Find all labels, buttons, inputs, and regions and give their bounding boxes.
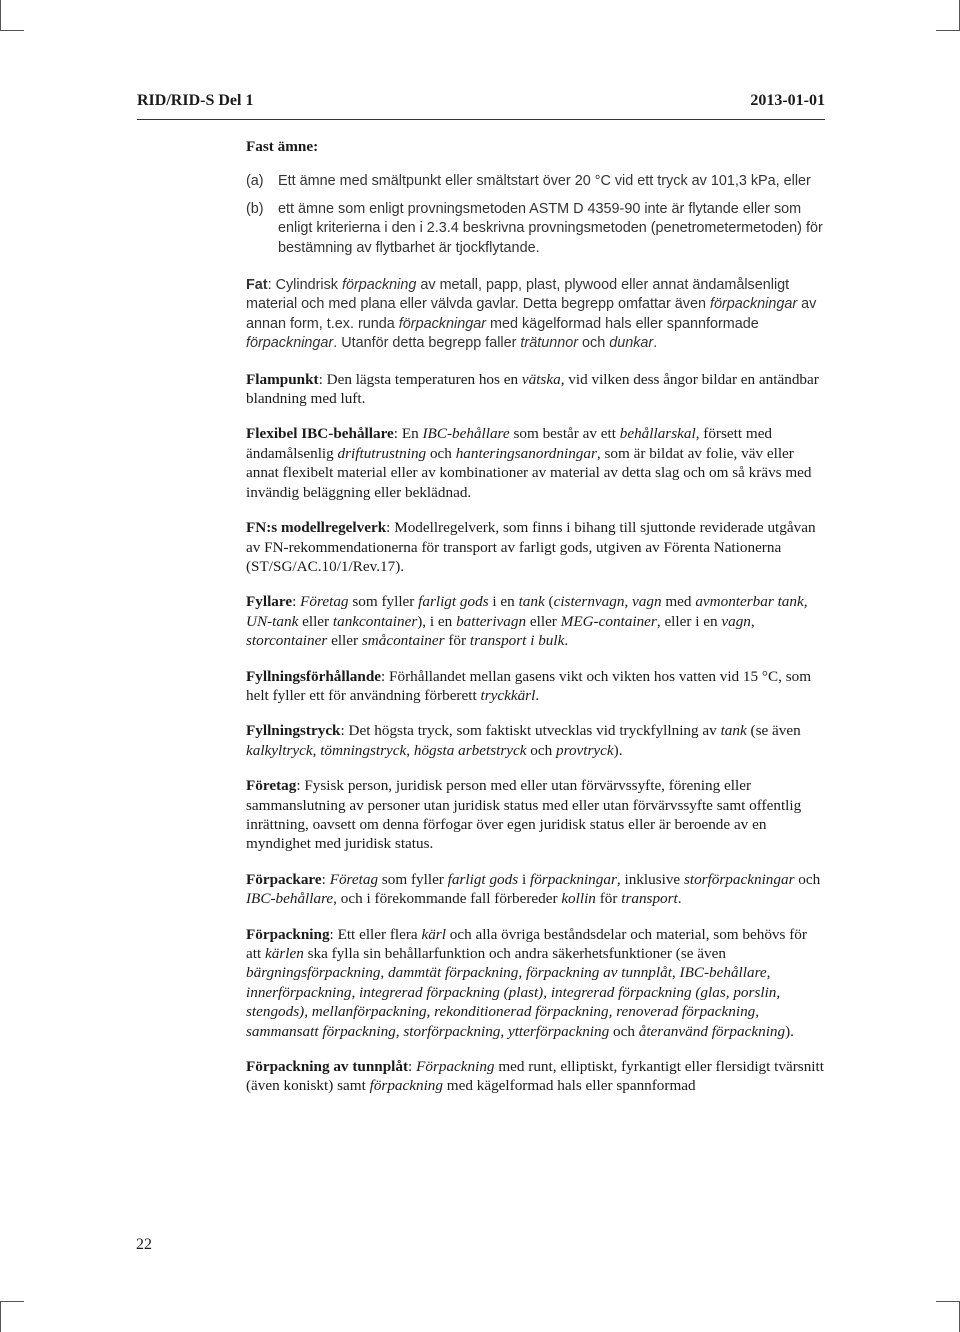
definition-term: Förpackning [246, 925, 330, 943]
definition-flampunkt: Flampunkt: Den lägsta temperaturen hos en vätska, vid vilken dess ångor bildar en antändbar blandning med luft. [246, 370, 819, 408]
page-number: 22 [136, 1236, 152, 1253]
crop-mark [936, 30, 960, 31]
definition-term: Fyllningstryck [246, 722, 341, 740]
list-label: (b) [246, 200, 264, 217]
crop-mark [0, 30, 24, 31]
list-item [246, 200, 824, 258]
definition-fns-modellregelverk: FN:s modellregelverk: Modellregelverk, som finns i bihang till sjuttonde reviderade utgåvan av FN-rekommendationerna för transport av farligt gods, utgiven av Förenta Nationerna (ST/SG/AC.10/1/Rev.17). [246, 519, 816, 575]
definition-foretag: Företag: Fysisk person, juridisk person med eller utan förvärvssyfte, förening eller sammanslutning av personer utan juridisk status med eller utan förvärvssyfte samt offentlig inrättning, oavsett om denna förfogar över egen juridisk status eller är beroende av en myndighet med juridisk status. [246, 777, 802, 853]
definition-term: Flampunkt [246, 370, 319, 388]
crop-mark [0, 1302, 1, 1332]
definition-term: Företag [246, 777, 297, 795]
list-item [246, 172, 824, 191]
definition-term: FN:s modellregelverk [246, 519, 387, 537]
definition-term: Fat [246, 277, 268, 294]
definition-forpackning-av-tunnplat: Förpackning av tunnplåt: Förpackning med runt, elliptiskt, fyrkantigt eller flersidigt tvärsnitt (även koniskt) samt förpackning med kägelformad hals eller spannformad [246, 1058, 824, 1095]
document-title: RID/RID-S Del 1 [137, 92, 254, 109]
definition-flexibel-ibc: Flexibel IBC-behållare: En IBC-behållare som består av ett behållarskal, försett med ändamålsenlig driftutrustning och hanteringsanordningar, som är bildat av folie, väv eller annat flexibelt material eller av kombinationer av material av detta slag och om så krävs med invändig beläggning eller beklädnad. [246, 425, 812, 501]
document-body [246, 137, 824, 1112]
definition-fat: Fat: Cylindrisk förpackning av metall, papp, plast, plywood eller annat ändamålsenligt material och med plana eller välvda gavlar. Detta begrepp omfattar även förpackningar av annan form, t.ex. runda förpackningar med kägelformad hals eller spannformade förpackningar. Utanför detta begrepp faller trätunnor och dunkar. [246, 277, 817, 352]
definition-term: Fyllare [246, 593, 293, 611]
list-text: ett ämne som enligt provningsmetoden ASTM D 4359-90 inte är flytande eller som enligt kriterierna i den i 2.3.4 beskrivna provningsmetoden (penetrometermetoden) för bestämning av flytbarhet är tjockflytande. [278, 200, 823, 256]
header-rule [137, 119, 825, 120]
crop-mark [0, 0, 1, 30]
list-label: (a) [246, 173, 264, 190]
definition-forpackare: Förpackare: Företag som fyller farligt gods i förpackningar, inklusive storförpackningar och IBC-behållare, och i förekommande fall förbereder kollin för transport. [246, 870, 821, 908]
page-header [137, 92, 825, 110]
definition-fyllningsforhallande: Fyllningsförhållande: Förhållandet mellan gasens vikt och vikten hos vatten vid 15 °C, som helt fyller ett för användning förberett tryckkärl. [246, 667, 812, 704]
definition-term: Fast ämne: [246, 138, 319, 155]
document-date: 2013-01-01 [750, 92, 825, 109]
definition-term: Flexibel IBC-behållare [246, 425, 394, 443]
list-text: Ett ämne med smältpunkt eller smältstart över 20 °C vid ett tryck av 101,3 kPa, eller [278, 173, 811, 190]
definition-term: Fyllningsförhållande [246, 667, 382, 685]
definition-forpackning: Förpackning: Ett eller flera kärl och alla övriga beståndsdelar och material, som behövs för att kärlen ska fylla sin behållarfunktion och andra säkerhetsfunktioner (se även bärgningsförpackning, dammtät förpackning, förpackning av tunnplåt, IBC-behållare, innerförpackning, integrerad förpackning (plast), integrerad förpackning (glas, porslin, stengods), mellanförpackning, rekonditionerad förpackning, renoverad förpackning, sammansatt förpackning, storförpackning, ytterförpackning och återanvänd förpackning). [246, 925, 807, 1040]
definition-fyllare: Fyllare: Företag som fyller farligt gods i en tank (cisternvagn, vagn med avmonterbar tank, UN-tank eller tankcontainer), i en batterivagn eller MEG-container, eller i en vagn, storcontainer eller småcontainer för transport i bulk. [246, 593, 808, 650]
definition-term: Förpackning av tunnplåt [246, 1058, 409, 1076]
definition-term: Förpackare [246, 870, 322, 888]
definition-fyllningstryck: Fyllningstryck: Det högsta tryck, som faktiskt utvecklas vid tryckfyllning av tank (se även kalkyltryck, tömningstryck, högsta arbetstryck och provtryck). [246, 722, 801, 759]
crop-mark [936, 1301, 960, 1302]
crop-mark [0, 1301, 24, 1302]
